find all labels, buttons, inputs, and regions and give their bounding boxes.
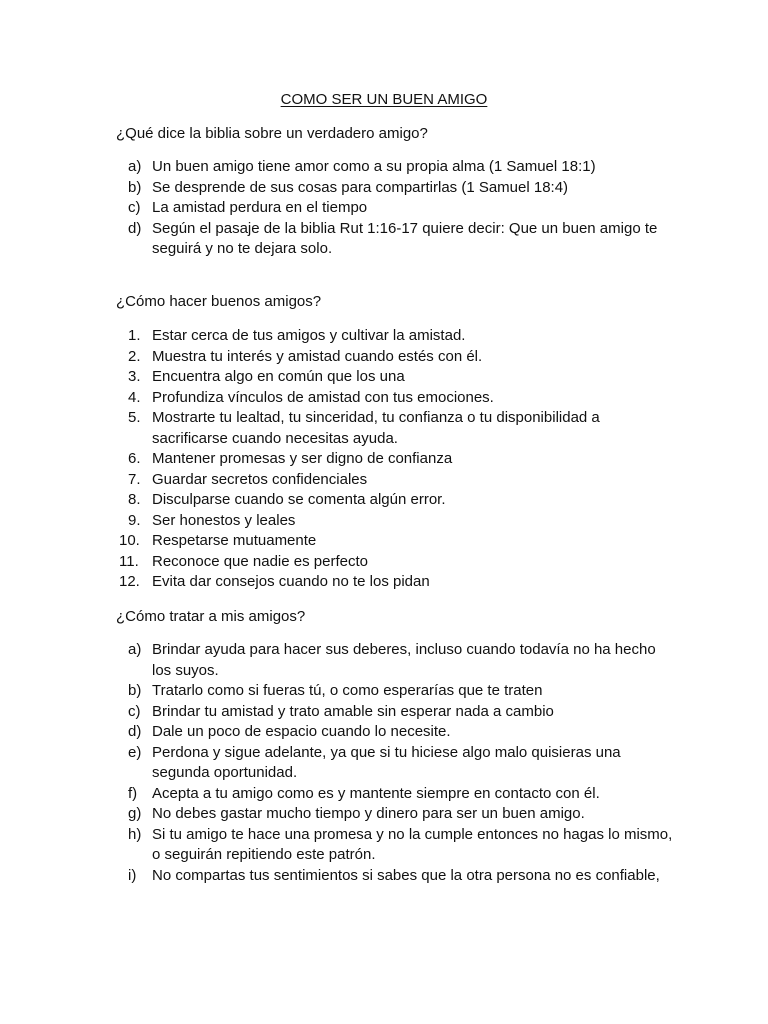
list-item-text: Acepta a tu amigo como es y mantente siempre en contacto con él. bbox=[152, 784, 600, 802]
list-marker: 8. bbox=[128, 491, 141, 508]
list-marker: 10. bbox=[119, 532, 140, 549]
list-item bbox=[116, 866, 676, 887]
list-item-text: Mostrarte tu lealtad, tu sinceridad, tu confianza o tu disponibilidad a sacrificarse cuando necesitas ayuda. bbox=[152, 409, 600, 447]
list-item bbox=[116, 572, 676, 593]
list-item bbox=[116, 490, 676, 511]
list-item-text: Estar cerca de tus amigos y cultivar la amistad. bbox=[152, 327, 466, 344]
list-item-text: Mantener promesas y ser digno de confianza bbox=[152, 450, 453, 467]
list-marker: h) bbox=[128, 825, 142, 843]
list-item-text: Un buen amigo tiene amor como a su propia alma (1 Samuel 18:1) bbox=[152, 158, 596, 175]
list-item-text: Disculparse cuando se comenta algún error. bbox=[152, 491, 446, 508]
list-marker: f) bbox=[128, 784, 138, 802]
list-item-text: Si tu amigo te hace una promesa y no la cumple entonces no hagas lo mismo, o seguirán repitiendo este patrón. bbox=[152, 825, 673, 863]
list-item bbox=[116, 326, 676, 347]
list-item-text: Dale un poco de espacio cuando lo necesite. bbox=[152, 723, 451, 740]
list-item-text: Profundiza vínculos de amistad con tus emociones. bbox=[152, 388, 494, 406]
list-item bbox=[116, 198, 676, 219]
list-item-text: Tratarlo como si fueras tú, o como esperarías que te traten bbox=[152, 682, 543, 699]
list-item-text: Brindar tu amistad y trato amable sin esperar nada a cambio bbox=[152, 702, 554, 720]
list-item bbox=[116, 178, 676, 199]
list-marker: 11. bbox=[119, 552, 139, 570]
list-marker: d) bbox=[128, 219, 142, 237]
list-marker: c) bbox=[128, 199, 141, 216]
list-item bbox=[116, 219, 676, 260]
list-item bbox=[116, 702, 676, 723]
list-item bbox=[116, 408, 676, 449]
list-item-text: Perdona y sigue adelante, ya que si tu hiciese algo malo quisieras una segunda oportunidad. bbox=[152, 743, 621, 781]
list-item-text: La amistad perdura en el tiempo bbox=[152, 199, 368, 216]
list-item bbox=[116, 552, 676, 573]
list-item bbox=[116, 157, 676, 178]
list-marker: 2. bbox=[128, 347, 141, 365]
list-item bbox=[116, 388, 676, 409]
list-marker: 4. bbox=[128, 388, 141, 406]
list-marker: 3. bbox=[128, 368, 141, 385]
list-biblia bbox=[116, 157, 676, 260]
list-item bbox=[116, 470, 676, 491]
list-marker: g) bbox=[128, 805, 142, 822]
section-question-tratar-amigos: ¿Cómo tratar a mis amigos? bbox=[116, 608, 306, 625]
list-item bbox=[116, 825, 676, 866]
list-marker: i) bbox=[128, 866, 137, 884]
list-hacer-amigos bbox=[116, 326, 676, 593]
list-item bbox=[116, 511, 676, 532]
list-marker: e) bbox=[128, 743, 142, 761]
list-item bbox=[116, 367, 676, 388]
list-marker: b) bbox=[128, 178, 142, 196]
list-item bbox=[116, 681, 676, 702]
list-marker: 6. bbox=[128, 450, 141, 467]
list-item-text: Brindar ayuda para hacer sus deberes, incluso cuando todavía no ha hecho los suyos. bbox=[152, 641, 656, 679]
section-question-biblia: ¿Qué dice la biblia sobre un verdadero amigo? bbox=[116, 125, 428, 142]
list-marker: c) bbox=[128, 702, 141, 720]
list-item-text: Ser honestos y leales bbox=[152, 511, 296, 529]
list-marker: a) bbox=[128, 641, 142, 658]
list-marker: 7. bbox=[128, 470, 141, 488]
list-item-text: No compartas tus sentimientos si sabes que la otra persona no es confiable, bbox=[152, 866, 660, 884]
list-item-text: Guardar secretos confidenciales bbox=[152, 470, 368, 488]
list-tratar-amigos bbox=[116, 640, 676, 886]
list-item-text: Se desprende de sus cosas para compartirlas (1 Samuel 18:4) bbox=[152, 178, 569, 196]
list-item bbox=[116, 449, 676, 470]
section-question-hacer-amigos: ¿Cómo hacer buenos amigos? bbox=[116, 293, 322, 310]
list-item-text: Encuentra algo en común que los una bbox=[152, 368, 405, 385]
list-item bbox=[116, 347, 676, 368]
list-marker: 9. bbox=[128, 511, 141, 529]
list-item-text: No debes gastar mucho tiempo y dinero para ser un buen amigo. bbox=[152, 805, 585, 822]
list-item bbox=[116, 784, 676, 805]
list-item-text: Según el pasaje de la biblia Rut 1:16-17 quiere decir: Que un buen amigo te seguirá y no te dejara solo. bbox=[152, 219, 658, 257]
list-marker: 1. bbox=[128, 327, 141, 344]
list-item bbox=[116, 804, 676, 825]
list-item bbox=[116, 640, 676, 681]
list-marker: 12. bbox=[119, 573, 140, 590]
list-item bbox=[116, 531, 676, 552]
list-item-text: Muestra tu interés y amistad cuando estés con él. bbox=[152, 347, 483, 365]
list-marker: 5. bbox=[128, 409, 141, 426]
list-marker: d) bbox=[128, 723, 142, 740]
list-item-text: Reconoce que nadie es perfecto bbox=[152, 552, 368, 570]
list-item bbox=[116, 743, 676, 784]
document-title: COMO SER UN BUEN AMIGO bbox=[280, 91, 488, 108]
list-item bbox=[116, 722, 676, 743]
list-item-text: Respetarse mutuamente bbox=[152, 532, 317, 549]
list-marker: a) bbox=[128, 158, 142, 175]
list-item-text: Evita dar consejos cuando no te los pidan bbox=[152, 573, 430, 590]
list-marker: b) bbox=[128, 682, 142, 699]
